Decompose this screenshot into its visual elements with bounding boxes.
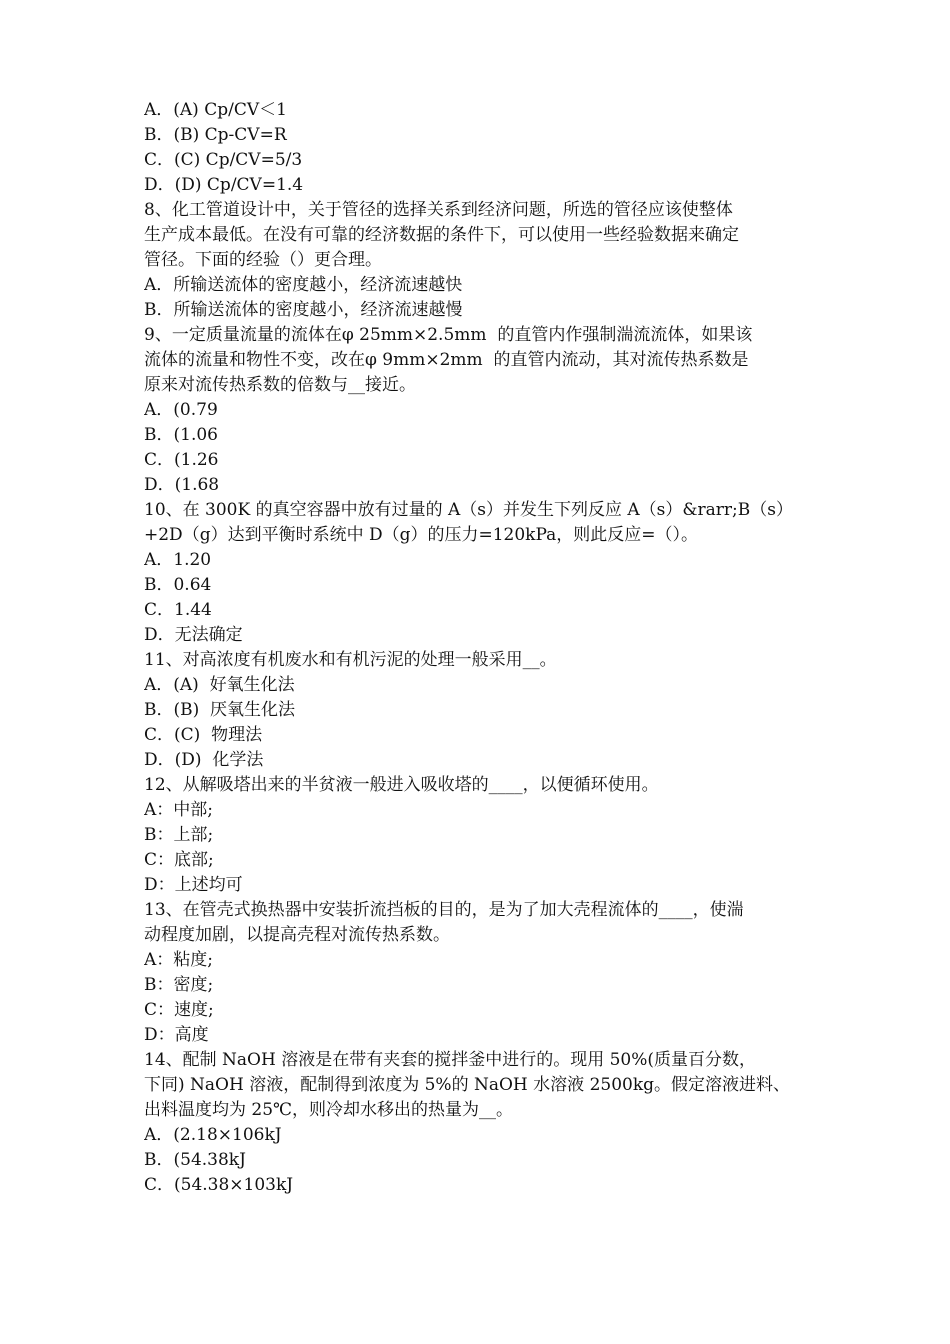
option-line: B．(B) 厌氧生化法 [144, 700, 296, 720]
option-line: B：密度; [144, 975, 214, 995]
question-8-text: 8、化工管道设计中，关于管径的选择关系到经济问题，所选的管径应该使整体 [144, 200, 733, 220]
option-line: C：速度; [144, 1000, 214, 1020]
option-line: B．(54.38kJ [144, 1150, 246, 1170]
option-line: D．(D) Cp/CV=1.4 [144, 175, 304, 195]
option-line: D．(D) 化学法 [144, 750, 264, 770]
question-12-text: 12、从解吸塔出来的半贫液一般进入吸收塔的____，以便循环使用。 [144, 775, 659, 795]
option-line: B．(B) Cp-CV=R [144, 125, 287, 145]
question-8-text: 管径。下面的经验（）更合理。 [144, 250, 382, 270]
question-13-text: 动程度加剧，以提高壳程对流传热系数。 [144, 925, 450, 945]
option-line: B．所输送流体的密度越小，经济流速越慢 [144, 300, 463, 320]
option-line: C．(C) 物理法 [144, 725, 263, 745]
option-line: C．(1.26 [144, 450, 219, 470]
question-14-text: 下同) NaOH 溶液，配制得到浓度为 5%的 NaOH 水溶液 2500kg。假定溶液进料、 [144, 1075, 791, 1095]
option-line: D．(1.68 [144, 475, 220, 495]
option-line: B：上部; [144, 825, 214, 845]
option-line: B．0.64 [144, 575, 212, 595]
option-line: A：中部; [144, 800, 214, 820]
option-line: A．(0.79 [144, 400, 218, 420]
question-14-text: 出料温度均为 25℃，则冷却水移出的热量为__。 [144, 1100, 514, 1120]
option-line: C．(54.38×103kJ [144, 1175, 294, 1195]
option-line: B．(1.06 [144, 425, 218, 445]
question-8-text: 生产成本最低。在没有可靠的经济数据的条件下，可以使用一些经验数据来确定 [144, 225, 739, 245]
option-line: A．(A) 好氧生化法 [144, 675, 295, 695]
question-9-text: 流体的流量和物性不变，改在φ 9mm×2mm 的直管内流动，其对流传热系数是 [144, 350, 749, 370]
question-10-text: 10、在 300K 的真空容器中放有过量的 A（s）并发生下列反应 A（s）&rarr;B（s） [144, 500, 793, 520]
option-line: C．1.44 [144, 600, 212, 620]
option-line: A：粘度; [144, 950, 214, 970]
option-line: A．(A) Cp/CV＜1 [144, 100, 287, 120]
question-9-text: 9、一定质量流量的流体在φ 25mm×2.5mm 的直管内作强制湍流流体，如果该 [144, 325, 753, 345]
option-line: A．(2.18×106kJ [144, 1125, 282, 1145]
question-10-text: +2D（g）达到平衡时系统中 D（g）的压力=120kPa，则此反应=（）。 [144, 525, 699, 545]
option-line: A．1.20 [144, 550, 212, 570]
option-line: A．所输送流体的密度越小，经济流速越快 [144, 275, 463, 295]
option-line: D：上述均可 [144, 875, 243, 895]
option-line: D．无法确定 [144, 625, 243, 645]
option-line: C．(C) Cp/CV=5/3 [144, 150, 303, 170]
document-page [144, 98, 810, 1198]
question-11-text: 11、对高浓度有机废水和有机污泥的处理一般采用__。 [144, 650, 557, 670]
option-line: C：底部; [144, 850, 214, 870]
question-9-text: 原来对流传热系数的倍数与__接近。 [144, 375, 416, 395]
option-line: D：高度 [144, 1025, 209, 1045]
question-13-text: 13、在管壳式换热器中安装折流挡板的目的，是为了加大壳程流体的____，使湍 [144, 900, 744, 920]
question-14-text: 14、配制 NaOH 溶液是在带有夹套的搅拌釜中进行的。现用 50%(质量百分数， [144, 1050, 757, 1070]
